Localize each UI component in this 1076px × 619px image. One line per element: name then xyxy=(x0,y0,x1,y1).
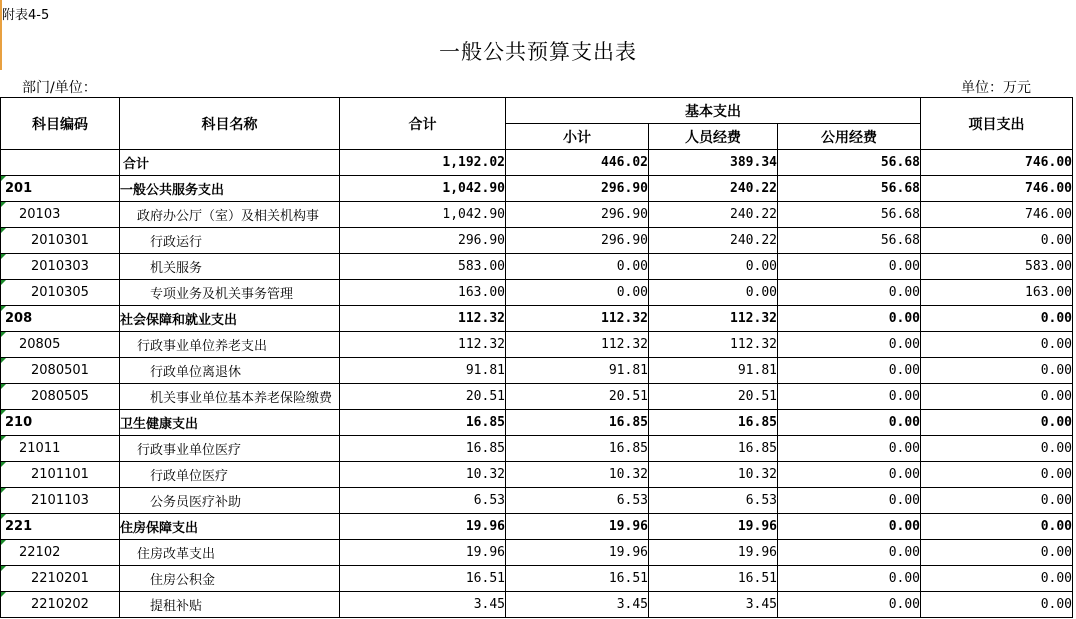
table-row xyxy=(1,332,1073,358)
cell-public[interactable]: 0.00 xyxy=(778,514,921,540)
cell-subtotal[interactable]: 16.85 xyxy=(506,410,649,436)
cell-project[interactable]: 0.00 xyxy=(921,332,1073,358)
cell-public[interactable]: 0.00 xyxy=(778,566,921,592)
cell-public[interactable]: 0.00 xyxy=(778,592,921,618)
cell-code[interactable]: 21011 xyxy=(1,436,120,462)
text-number-indicator xyxy=(1,332,6,337)
cell-total[interactable]: 3.45 xyxy=(340,592,506,618)
cell-personnel[interactable]: 16.85 xyxy=(649,436,778,462)
cell-total[interactable]: 112.32 xyxy=(340,332,506,358)
cell-name[interactable]: 一般公共服务支出 xyxy=(120,176,340,202)
unit-label: 单位：万元 xyxy=(961,80,1031,96)
cell-project[interactable]: 0.00 xyxy=(921,540,1073,566)
table-row xyxy=(1,176,1073,202)
cell-name[interactable]: 住房改革支出 xyxy=(120,540,340,566)
cell-name[interactable]: 卫生健康支出 xyxy=(120,410,340,436)
cell-code[interactable]: 2101103 xyxy=(1,488,120,514)
header-project[interactable]: 项目支出 xyxy=(921,98,1073,150)
cell-name[interactable]: 行政单位离退休 xyxy=(120,358,340,384)
cell-personnel[interactable]: 240.22 xyxy=(649,176,778,202)
cell-project[interactable]: 0.00 xyxy=(921,592,1073,618)
cell-project[interactable]: 583.00 xyxy=(921,254,1073,280)
cell-total[interactable]: 16.85 xyxy=(340,410,506,436)
text-number-indicator xyxy=(1,254,6,259)
cell-name[interactable]: 专项业务及机关事务管理 xyxy=(120,280,340,306)
cell-name[interactable]: 行政单位医疗 xyxy=(120,462,340,488)
cell-subtotal[interactable]: 446.02 xyxy=(506,150,649,176)
cell-public[interactable]: 0.00 xyxy=(778,280,921,306)
table-row xyxy=(1,514,1073,540)
cell-public[interactable]: 56.68 xyxy=(778,202,921,228)
cell-personnel[interactable]: 6.53 xyxy=(649,488,778,514)
cell-code[interactable]: 2080501 xyxy=(1,358,120,384)
text-number-indicator xyxy=(1,514,6,519)
text-number-indicator xyxy=(1,384,6,389)
cell-personnel[interactable]: 91.81 xyxy=(649,358,778,384)
cell-name[interactable]: 机关服务 xyxy=(120,254,340,280)
cell-name[interactable]: 行政事业单位养老支出 xyxy=(120,332,340,358)
text-number-indicator xyxy=(1,176,6,181)
cell-code[interactable]: 208 xyxy=(1,306,120,332)
table-row xyxy=(1,540,1073,566)
cell-personnel[interactable]: 20.51 xyxy=(649,384,778,410)
cell-public[interactable]: 0.00 xyxy=(778,254,921,280)
cell-code[interactable]: 210 xyxy=(1,410,120,436)
cell-personnel[interactable]: 240.22 xyxy=(649,202,778,228)
cell-public[interactable]: 0.00 xyxy=(778,488,921,514)
cell-public[interactable]: 0.00 xyxy=(778,384,921,410)
cell-code[interactable]: 2010301 xyxy=(1,228,120,254)
cell-project[interactable]: 0.00 xyxy=(921,228,1073,254)
cell-personnel[interactable]: 389.34 xyxy=(649,150,778,176)
cell-subtotal[interactable]: 296.90 xyxy=(506,176,649,202)
table-row xyxy=(1,254,1073,280)
cell-total[interactable]: 19.96 xyxy=(340,540,506,566)
cell-subtotal[interactable]: 296.90 xyxy=(506,202,649,228)
header-personnel[interactable]: 人员经费 xyxy=(649,124,778,150)
table-row xyxy=(1,228,1073,254)
header-basic[interactable]: 基本支出 xyxy=(506,98,921,124)
cell-subtotal[interactable]: 91.81 xyxy=(506,358,649,384)
budget-table xyxy=(0,97,1073,618)
cell-subtotal[interactable]: 3.45 xyxy=(506,592,649,618)
cell-subtotal[interactable]: 20.51 xyxy=(506,384,649,410)
cell-subtotal[interactable]: 6.53 xyxy=(506,488,649,514)
cell-name[interactable]: 行政事业单位医疗 xyxy=(120,436,340,462)
cell-name[interactable]: 住房保障支出 xyxy=(120,514,340,540)
cell-code[interactable]: 221 xyxy=(1,514,120,540)
cell-subtotal[interactable]: 19.96 xyxy=(506,514,649,540)
text-number-indicator xyxy=(1,228,6,233)
cell-subtotal[interactable]: 16.51 xyxy=(506,566,649,592)
cell-code[interactable]: 2101101 xyxy=(1,462,120,488)
cell-name[interactable]: 机关事业单位基本养老保险缴费 xyxy=(120,384,340,410)
cell-project[interactable]: 0.00 xyxy=(921,384,1073,410)
cell-project[interactable]: 0.00 xyxy=(921,306,1073,332)
attachment-label: 附表4-5 xyxy=(2,8,50,23)
table-row xyxy=(1,436,1073,462)
cell-name[interactable]: 住房公积金 xyxy=(120,566,340,592)
cell-total[interactable]: 112.32 xyxy=(340,306,506,332)
cell-project[interactable]: 0.00 xyxy=(921,358,1073,384)
table-row xyxy=(1,384,1073,410)
cell-total[interactable]: 20.51 xyxy=(340,384,506,410)
cell-personnel[interactable]: 19.96 xyxy=(649,514,778,540)
cell-project[interactable]: 0.00 xyxy=(921,488,1073,514)
cell-name[interactable]: 合计 xyxy=(120,150,340,176)
cell-subtotal[interactable]: 0.00 xyxy=(506,280,649,306)
cell-code[interactable]: 2210201 xyxy=(1,566,120,592)
cell-subtotal[interactable]: 16.85 xyxy=(506,436,649,462)
cell-personnel[interactable]: 112.32 xyxy=(649,306,778,332)
table-row xyxy=(1,358,1073,384)
cell-code[interactable]: 22102 xyxy=(1,540,120,566)
cell-code[interactable]: 2010305 xyxy=(1,280,120,306)
text-number-indicator xyxy=(1,436,6,441)
cell-personnel[interactable]: 240.22 xyxy=(649,228,778,254)
cell-personnel[interactable]: 16.85 xyxy=(649,410,778,436)
cell-subtotal[interactable]: 0.00 xyxy=(506,254,649,280)
cell-public[interactable]: 56.68 xyxy=(778,176,921,202)
header-total[interactable]: 合计 xyxy=(340,98,506,150)
cell-total[interactable]: 16.85 xyxy=(340,436,506,462)
cell-project[interactable]: 0.00 xyxy=(921,410,1073,436)
cell-personnel[interactable]: 3.45 xyxy=(649,592,778,618)
cell-personnel[interactable]: 0.00 xyxy=(649,254,778,280)
page-title: 一般公共预算支出表 xyxy=(439,40,637,64)
cell-code[interactable]: 20103 xyxy=(1,202,120,228)
cell-name[interactable]: 公务员医疗补助 xyxy=(120,488,340,514)
cell-subtotal[interactable]: 112.32 xyxy=(506,332,649,358)
cell-subtotal[interactable]: 112.32 xyxy=(506,306,649,332)
cell-name[interactable]: 社会保障和就业支出 xyxy=(120,306,340,332)
text-number-indicator xyxy=(1,280,6,285)
cell-personnel[interactable]: 0.00 xyxy=(649,280,778,306)
cell-total[interactable]: 6.53 xyxy=(340,488,506,514)
cell-project[interactable]: 746.00 xyxy=(921,176,1073,202)
cell-code[interactable]: 2210202 xyxy=(1,592,120,618)
table-row xyxy=(1,592,1073,618)
cell-public[interactable]: 0.00 xyxy=(778,332,921,358)
cell-project[interactable]: 0.00 xyxy=(921,462,1073,488)
cell-code[interactable]: 201 xyxy=(1,176,120,202)
cell-public[interactable]: 0.00 xyxy=(778,462,921,488)
text-number-indicator xyxy=(1,488,6,493)
cell-personnel[interactable]: 10.32 xyxy=(649,462,778,488)
cell-subtotal[interactable]: 19.96 xyxy=(506,540,649,566)
text-number-indicator xyxy=(1,462,6,467)
cell-project[interactable]: 0.00 xyxy=(921,436,1073,462)
text-number-indicator xyxy=(1,540,6,545)
cell-public[interactable]: 0.00 xyxy=(778,436,921,462)
table-row xyxy=(1,306,1073,332)
cell-project[interactable]: 746.00 xyxy=(921,202,1073,228)
text-number-indicator xyxy=(1,592,6,597)
table-row xyxy=(1,410,1073,436)
cell-public[interactable]: 56.68 xyxy=(778,150,921,176)
cell-code[interactable]: 2080505 xyxy=(1,384,120,410)
table-row xyxy=(1,566,1073,592)
cell-code[interactable]: 2010303 xyxy=(1,254,120,280)
table-row xyxy=(1,150,1073,176)
cell-project[interactable]: 163.00 xyxy=(921,280,1073,306)
cell-project[interactable]: 0.00 xyxy=(921,514,1073,540)
cell-project[interactable]: 746.00 xyxy=(921,150,1073,176)
text-number-indicator xyxy=(1,358,6,363)
cell-total[interactable]: 583.00 xyxy=(340,254,506,280)
cell-subtotal[interactable]: 296.90 xyxy=(506,228,649,254)
cell-public[interactable]: 0.00 xyxy=(778,540,921,566)
cell-total[interactable]: 91.81 xyxy=(340,358,506,384)
cell-personnel[interactable]: 112.32 xyxy=(649,332,778,358)
cell-name[interactable]: 行政运行 xyxy=(120,228,340,254)
cell-public[interactable]: 56.68 xyxy=(778,228,921,254)
header-code[interactable]: 科目编码 xyxy=(1,98,120,150)
cell-total[interactable]: 296.90 xyxy=(340,228,506,254)
table-row xyxy=(1,280,1073,306)
text-number-indicator xyxy=(1,566,6,571)
text-number-indicator xyxy=(1,306,6,311)
cell-name[interactable]: 政府办公厅（室）及相关机构事 xyxy=(120,202,340,228)
text-number-indicator xyxy=(1,202,6,207)
cell-code[interactable]: 20805 xyxy=(1,332,120,358)
table-row xyxy=(1,488,1073,514)
cell-public[interactable]: 0.00 xyxy=(778,410,921,436)
cell-subtotal[interactable]: 10.32 xyxy=(506,462,649,488)
cell-public[interactable]: 0.00 xyxy=(778,358,921,384)
cell-project[interactable]: 0.00 xyxy=(921,566,1073,592)
cell-total[interactable]: 19.96 xyxy=(340,514,506,540)
cell-personnel[interactable]: 16.51 xyxy=(649,566,778,592)
cell-total[interactable]: 1,042.90 xyxy=(340,202,506,228)
cell-name[interactable]: 提租补贴 xyxy=(120,592,340,618)
text-number-indicator xyxy=(1,410,6,415)
header-name[interactable]: 科目名称 xyxy=(120,98,340,150)
cell-total[interactable]: 1,042.90 xyxy=(340,176,506,202)
header-subtotal[interactable]: 小计 xyxy=(506,124,649,150)
cell-personnel[interactable]: 19.96 xyxy=(649,540,778,566)
cell-total[interactable]: 16.51 xyxy=(340,566,506,592)
cell-total[interactable]: 163.00 xyxy=(340,280,506,306)
table-row xyxy=(1,202,1073,228)
cell-code[interactable] xyxy=(1,150,120,176)
cell-public[interactable]: 0.00 xyxy=(778,306,921,332)
table-row xyxy=(1,462,1073,488)
cell-total[interactable]: 10.32 xyxy=(340,462,506,488)
dept-label: 部门/单位： xyxy=(22,80,97,96)
cell-total[interactable]: 1,192.02 xyxy=(340,150,506,176)
header-public[interactable]: 公用经费 xyxy=(778,124,921,150)
